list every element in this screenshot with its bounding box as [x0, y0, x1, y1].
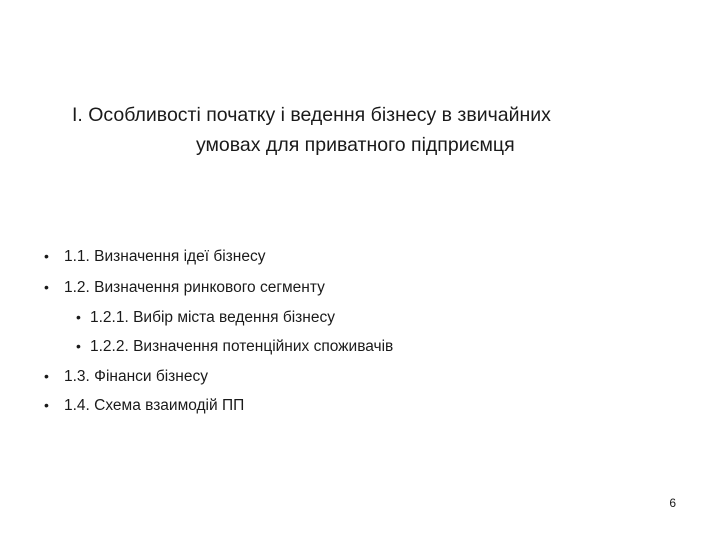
bullet-marker: • — [44, 397, 49, 413]
slide-title-line-1: I. Особливості початку і ведення бізнесу в звичайних — [72, 104, 551, 126]
slide-title — [40, 100, 690, 160]
bullet-text: 1.2. Визначення ринкового сегменту — [64, 279, 325, 296]
bullet-item-1-2-1 — [76, 307, 335, 328]
bullet-item-1-2-2 — [76, 336, 393, 357]
bullet-text: 1.4. Схема взаимодій ПП — [64, 397, 245, 414]
bullet-item-1-2 — [44, 277, 325, 298]
bullet-item-1-3 — [44, 366, 208, 387]
bullet-marker: • — [44, 279, 49, 295]
bullet-item-1-1 — [44, 246, 265, 267]
page-number: 6 — [669, 496, 676, 510]
bullet-marker: • — [44, 248, 49, 264]
bullet-text: 1.2.1. Вибір міста ведення бізнесу — [90, 309, 335, 326]
bullet-marker: • — [44, 368, 49, 384]
bullet-text: 1.1. Визначення ідеї бізнесу — [64, 248, 266, 265]
slide-title-line-2: умовах для приватного підприємця — [196, 134, 515, 156]
bullet-marker: • — [76, 338, 81, 354]
bullet-marker: • — [76, 309, 81, 325]
bullet-text: 1.3. Фінанси бізнесу — [64, 368, 208, 385]
bullet-item-1-4 — [44, 395, 244, 416]
bullet-text: 1.2.2. Визначення потенційних споживачів — [90, 338, 394, 355]
